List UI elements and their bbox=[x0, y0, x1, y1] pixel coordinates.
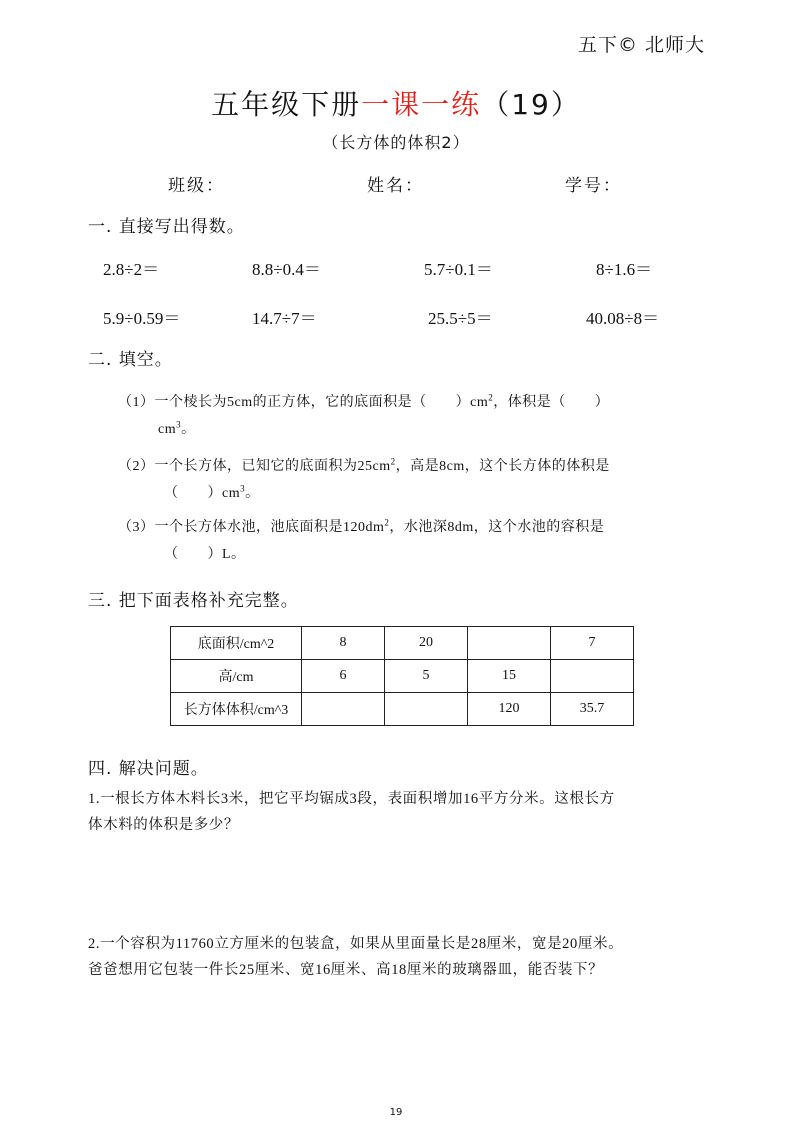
q3-text-c: （ ）L。 bbox=[164, 547, 246, 562]
table-row bbox=[171, 660, 634, 693]
table-cell: 7 bbox=[551, 627, 634, 660]
section4-heading: 四. 解决问题。 bbox=[88, 759, 209, 779]
section1-heading: 一. 直接写出得数。 bbox=[88, 217, 245, 237]
problem-1-line-1: 1.一根长方体木料长3米，把它平均锯成3段，表面积增加16平方分米。这根长方 bbox=[88, 791, 615, 807]
table-cell: 5 bbox=[385, 660, 468, 693]
table-row bbox=[171, 627, 634, 660]
calc-item: 8.8÷0.4＝ bbox=[252, 260, 321, 279]
q1-sup-b: 3 bbox=[176, 419, 182, 430]
header-tag: 五下© 北师大 bbox=[578, 34, 706, 56]
q2-sup-a: 2 bbox=[390, 456, 396, 467]
q2-text-a: （2）一个长方体，已知它的底面积为25cm bbox=[118, 459, 391, 474]
table-cell: 底面积/cm^2 bbox=[171, 627, 302, 660]
problem-2-line-2: 爸爸想用它包装一件长25厘米、宽16厘米、高18厘米的玻璃器皿，能否装下？ bbox=[88, 962, 604, 978]
table-cell bbox=[385, 693, 468, 726]
table-row bbox=[171, 693, 634, 726]
section3-heading: 三. 把下面表格补充完整。 bbox=[88, 591, 299, 611]
table-cell: 20 bbox=[385, 627, 468, 660]
table-cell: 高/cm bbox=[171, 660, 302, 693]
page-number: 19 bbox=[389, 1107, 403, 1118]
student-number-label: 学号： bbox=[565, 176, 622, 196]
table-cell: 15 bbox=[468, 660, 551, 693]
calc-item: 5.7÷0.1＝ bbox=[424, 260, 493, 279]
q2-sup-b: 3 bbox=[240, 483, 246, 494]
problem-1 bbox=[88, 786, 615, 838]
table-cell bbox=[302, 693, 385, 726]
calc-item: 2.8÷2＝ bbox=[103, 260, 160, 279]
calc-item: 14.7÷7＝ bbox=[252, 309, 317, 328]
fill-question-1 bbox=[118, 391, 609, 411]
q1-text-b: ，体积是（ ） bbox=[493, 395, 610, 410]
calc-item: 25.5÷5＝ bbox=[428, 309, 493, 328]
q3-text-a: （3）一个长方体水池，池底面积是120dm bbox=[118, 520, 385, 535]
fill-question-2-cont bbox=[164, 482, 260, 502]
calc-item: 8÷1.6＝ bbox=[596, 260, 653, 279]
q1-text-c: cm bbox=[158, 422, 177, 437]
fill-question-3 bbox=[118, 516, 604, 536]
q2-text-c: （ ）cm bbox=[164, 486, 241, 501]
fill-question-1-cont bbox=[158, 418, 196, 438]
q2-text-d: 。 bbox=[245, 486, 260, 501]
page-title bbox=[0, 83, 792, 123]
page-subtitle: （长方体的体积2） bbox=[322, 133, 470, 152]
table-cell: 6 bbox=[302, 660, 385, 693]
q1-sup-a: 2 bbox=[488, 392, 494, 403]
calc-item: 40.08÷8＝ bbox=[586, 309, 660, 328]
problem-2-line-1: 2.一个容积为11760立方厘米的包装盒，如果从里面量长是28厘米，宽是20厘米。 bbox=[88, 936, 624, 952]
section2-heading: 二. 填空。 bbox=[88, 350, 173, 370]
title-grade: 五年级下册 bbox=[211, 88, 362, 121]
table-cell: 8 bbox=[302, 627, 385, 660]
problem-1-line-2: 体木料的体积是多少？ bbox=[88, 817, 239, 833]
volume-table bbox=[170, 626, 634, 726]
q3-sup-a: 2 bbox=[384, 517, 390, 528]
title-series: 一课一练 bbox=[361, 88, 482, 121]
class-label: 班级： bbox=[168, 176, 225, 196]
problem-2 bbox=[88, 931, 623, 983]
q2-text-b: ，高是8cm，这个长方体的体积是 bbox=[395, 459, 610, 474]
name-label: 姓名： bbox=[367, 176, 424, 196]
table-cell: 35.7 bbox=[551, 693, 634, 726]
calc-item: 5.9÷0.59＝ bbox=[103, 309, 181, 328]
q1-text-a: （1）一个棱长为5cm的正方体，它的底面积是（ ）cm bbox=[118, 395, 489, 410]
table-cell: 长方体体积/cm^3 bbox=[171, 693, 302, 726]
table-cell bbox=[468, 627, 551, 660]
table-cell bbox=[551, 660, 634, 693]
table-cell: 120 bbox=[468, 693, 551, 726]
q1-text-d: 。 bbox=[181, 422, 196, 437]
fill-question-2 bbox=[118, 455, 610, 475]
title-number: （19） bbox=[481, 88, 581, 121]
q3-text-b: ，水池深8dm，这个水池的容积是 bbox=[389, 520, 605, 535]
fill-question-3-cont bbox=[164, 543, 246, 563]
